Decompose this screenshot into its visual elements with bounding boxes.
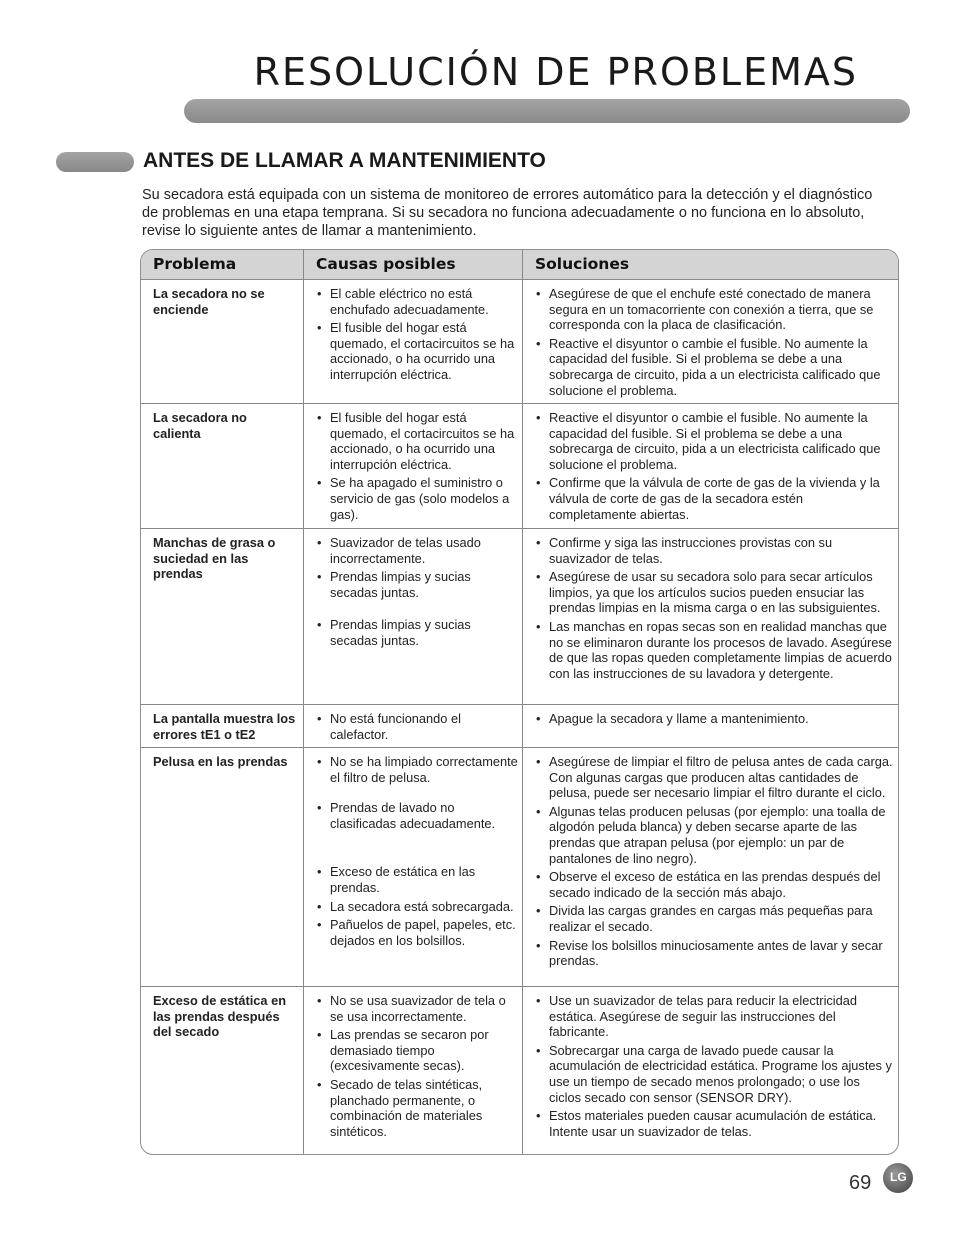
solution-item: • Sobrecargar una carga de lavado puede causar la acumulación de electricidad estática. Programe los ajustes y use un tiempo de secado menos prolongado; o use los ciclos secado con sensor (SENSOR DRY). xyxy=(535,1043,894,1105)
table-row xyxy=(141,987,898,1154)
solution-item: • Confirme que la válvula de corte de gas de la vivienda y la válvula de corte de gas de la secadora estén completamente abiertas. xyxy=(535,475,894,522)
page-number: 69 xyxy=(849,1172,872,1194)
cause-item: • Secado de telas sintéticas, planchado permanente, o combinación de materiales sintéticos. xyxy=(316,1077,518,1139)
cause-item: • Prendas limpias y sucias secadas juntas. xyxy=(316,617,518,648)
cause-item: • Las prendas se secaron por demasiado tiempo (excesivamente secas). xyxy=(316,1027,518,1074)
troubleshooting-table xyxy=(140,249,899,1155)
solutions-cell xyxy=(523,748,898,986)
problem-cell: La secadora no calienta xyxy=(141,404,304,528)
solution-item: • Estos materiales pueden causar acumulación de estática. Intente usar un suavizador de telas. xyxy=(535,1108,894,1139)
problem-cell: La pantalla muestra los errores tE1 o tE2 xyxy=(141,705,304,747)
table-row xyxy=(141,748,898,987)
title-bar xyxy=(184,99,910,123)
cause-item: • Exceso de estática en las prendas. xyxy=(316,864,518,895)
table-row xyxy=(141,705,898,748)
causes-cell xyxy=(304,529,523,704)
page-title: RESOLUCIÓN DE PROBLEMAS xyxy=(253,50,858,94)
solution-item: • Asegúrese de limpiar el filtro de pelusa antes de cada carga. Con algunas cargas que producen altas cantidades de pelusa, puede ser necesario limpiar el filtro durante el ciclo. xyxy=(535,754,894,801)
header-causes: Causas posibles xyxy=(304,250,523,279)
solution-item: • Revise los bolsillos minuciosamente antes de lavar y secar prendas. xyxy=(535,938,894,969)
section-title: ANTES DE LLAMAR A MANTENIMIENTO xyxy=(143,149,546,172)
intro-paragraph: Su secadora está equipada con un sistema de monitoreo de errores automático para la detección y el diagnóstico de problemas en una etapa temprana. Si su secadora no funciona adecuadamente o no funciona en lo absoluto, revise lo siguiente antes de llamar a mantenimiento. xyxy=(142,187,873,239)
causes-cell xyxy=(304,280,523,403)
solutions-cell xyxy=(523,404,898,528)
table-header xyxy=(141,250,898,280)
causes-cell xyxy=(304,404,523,528)
solutions-cell xyxy=(523,280,898,403)
solutions-cell xyxy=(523,987,898,1154)
problem-cell: La secadora no se enciende xyxy=(141,280,304,403)
cause-item: • No se ha limpiado correctamente el filtro de pelusa. xyxy=(316,754,518,785)
cause-item: • No se usa suavizador de tela o se usa incorrectamente. xyxy=(316,993,518,1024)
solution-item: • Las manchas en ropas secas son en realidad manchas que no se eliminaron durante los procesos de lavado. Asegúrese de que las ropas queden completamente limpias de acuerdo con las instrucciones de su lavadora y detergente. xyxy=(535,619,894,681)
cause-item: • El fusible del hogar está quemado, el cortacircuitos se ha accionado, o ha ocurrido una interrupción eléctrica. xyxy=(316,410,518,472)
cause-item: • El cable eléctrico no está enchufado adecuadamente. xyxy=(316,286,518,317)
solutions-cell xyxy=(523,529,898,704)
cause-item: • Prendas de lavado no clasificadas adecuadamente. xyxy=(316,800,518,831)
table-row xyxy=(141,280,898,404)
causes-cell xyxy=(304,748,523,986)
cause-item: • Pañuelos de papel, papeles, etc. dejados en los bolsillos. xyxy=(316,917,518,948)
lg-logo-icon xyxy=(883,1163,913,1193)
problem-cell: Manchas de grasa o suciedad en las prendas xyxy=(141,529,304,704)
problem-cell: Exceso de estática en las prendas después del secado xyxy=(141,987,304,1154)
header-problem: Problema xyxy=(141,250,304,279)
causes-cell xyxy=(304,987,523,1154)
cause-item: • La secadora está sobrecargada. xyxy=(316,899,518,915)
solution-item: • Divida las cargas grandes en cargas más pequeñas para realizar el secado. xyxy=(535,903,894,934)
solution-item: • Reactive el disyuntor o cambie el fusible. No aumente la capacidad del fusible. Si el problema se debe a una sobrecarga de circuito, pida a un electricista calificado que solucione el problema. xyxy=(535,336,894,398)
solution-item: • Observe el exceso de estática en las prendas después del secado indicado de la sección más abajo. xyxy=(535,869,894,900)
cause-item: • Prendas limpias y sucias secadas juntas. xyxy=(316,569,518,600)
cause-item: • Se ha apagado el suministro o servicio de gas (solo modelos a gas). xyxy=(316,475,518,522)
causes-cell xyxy=(304,705,523,747)
solution-item: • Reactive el disyuntor o cambie el fusible. No aumente la capacidad del fusible. Si el problema se debe a una sobrecarga de circuito, pida a un electricista calificado que solucione el problema. xyxy=(535,410,894,472)
solution-item: • Confirme y siga las instrucciones provistas con su suavizador de telas. xyxy=(535,535,894,566)
lg-logo-text: LG xyxy=(890,1170,907,1184)
solution-item: • Apague la secadora y llame a mantenimiento. xyxy=(535,711,894,727)
header-solutions: Soluciones xyxy=(535,255,630,273)
solutions-cell xyxy=(523,705,898,747)
cause-item: • El fusible del hogar está quemado, el cortacircuitos se ha accionado, o ha ocurrido una interrupción eléctrica. xyxy=(316,320,518,382)
table-row xyxy=(141,404,898,529)
solution-item: • Asegúrese de que el enchufe esté conectado de manera segura en un tomacorriente con conexión a tierra, que se corresponda con la placa de clasificación. xyxy=(535,286,894,333)
table-row xyxy=(141,529,898,705)
cause-item: • No está funcionando el calefactor. xyxy=(316,711,518,742)
cause-item: • Suavizador de telas usado incorrectamente. xyxy=(316,535,518,566)
solution-item: • Algunas telas producen pelusas (por ejemplo: una toalla de algodón peluda blanca) y deben secarse aparte de las prendas que atrapan pelusa (por ejemplo: un par de pantalones de lino negro). xyxy=(535,804,894,866)
section-marker xyxy=(56,152,134,172)
problem-cell: Pelusa en las prendas xyxy=(141,748,304,986)
solution-item: • Use un suavizador de telas para reducir la electricidad estática. Asegúrese de seguir las instrucciones del fabricante. xyxy=(535,993,894,1040)
solution-item: • Asegúrese de usar su secadora solo para secar artículos limpios, ya que los artículos sucios pueden ensuciar las prendas limpias en la misma carga o en las subsiguientes. xyxy=(535,569,894,616)
